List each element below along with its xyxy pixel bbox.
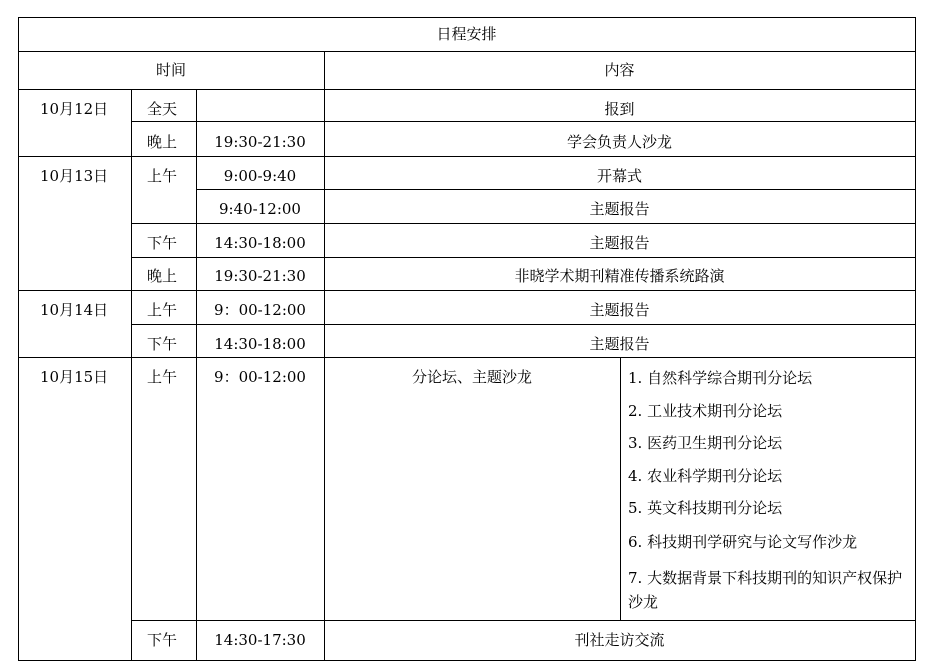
period-cell: 晚上	[147, 267, 178, 285]
period-cell: 晚上	[147, 133, 178, 151]
rule	[18, 660, 915, 661]
rule	[18, 17, 915, 18]
rule	[131, 620, 915, 621]
content-cell: 开幕式	[596, 167, 642, 185]
sub-item: 3. 医药卫生期刊分论坛	[628, 434, 783, 452]
header-time: 时间	[155, 61, 186, 79]
rule	[620, 357, 621, 620]
period-cell: 上午	[147, 301, 178, 319]
period-cell: 全天	[147, 100, 178, 118]
rule	[18, 51, 915, 52]
table-title: 日程安排	[436, 25, 497, 43]
time-cell: 19:30-21:30	[214, 133, 306, 151]
content-cell: 刊社走访交流	[574, 631, 665, 649]
period-cell: 下午	[147, 631, 178, 649]
sub-item: 6. 科技期刊学研究与论文写作沙龙	[628, 533, 858, 551]
period-cell: 上午	[147, 368, 178, 386]
rule	[18, 156, 915, 157]
rule	[196, 189, 915, 190]
time-cell: 14:30-17:30	[214, 631, 306, 649]
rule	[131, 324, 915, 325]
content-cell: 主题报告	[589, 200, 650, 218]
rule	[18, 89, 915, 90]
rule	[18, 17, 19, 661]
rule	[131, 89, 132, 661]
date-cell: 10月12日	[40, 100, 109, 118]
header-content: 内容	[604, 61, 635, 79]
sub-item: 4. 农业科学期刊分论坛	[628, 467, 783, 485]
time-cell: 14:30-18:00	[214, 234, 306, 252]
rule	[131, 257, 915, 258]
date-cell: 10月15日	[40, 368, 109, 386]
date-cell: 10月13日	[40, 167, 109, 185]
date-cell: 10月14日	[40, 301, 109, 319]
sub-item: 5. 英文科技期刊分论坛	[628, 499, 783, 517]
time-cell: 9：00-12:00	[214, 301, 306, 319]
sub-item: 2. 工业技术期刊分论坛	[628, 402, 783, 420]
period-cell: 上午	[147, 167, 178, 185]
period-cell: 下午	[147, 234, 178, 252]
time-cell: 9:40-12:00	[219, 200, 301, 218]
content-cell: 主题报告	[589, 301, 650, 319]
time-cell: 9:00-9:40	[223, 167, 297, 185]
content-cell: 学会负责人沙龙	[566, 133, 672, 151]
content-cell: 报到	[604, 100, 635, 118]
content-cell: 主题报告	[589, 335, 650, 353]
time-cell: 14:30-18:00	[214, 335, 306, 353]
period-cell: 下午	[147, 335, 178, 353]
content-cell: 主题报告	[589, 234, 650, 252]
sub-item: 1. 自然科学综合期刊分论坛	[628, 369, 813, 387]
rule	[915, 17, 916, 661]
content-cell: 分论坛、主题沙龙	[411, 368, 532, 386]
sub-item: 7. 大数据背景下科技期刊的知识产权保护沙龙	[628, 569, 903, 611]
rule	[131, 223, 915, 224]
time-cell: 9：00-12:00	[214, 368, 306, 386]
content-cell: 非晓学术期刊精准传播系统路演	[514, 267, 725, 285]
time-cell: 19:30-21:30	[214, 267, 306, 285]
rule	[131, 121, 915, 122]
rule	[18, 357, 915, 358]
rule	[18, 290, 915, 291]
